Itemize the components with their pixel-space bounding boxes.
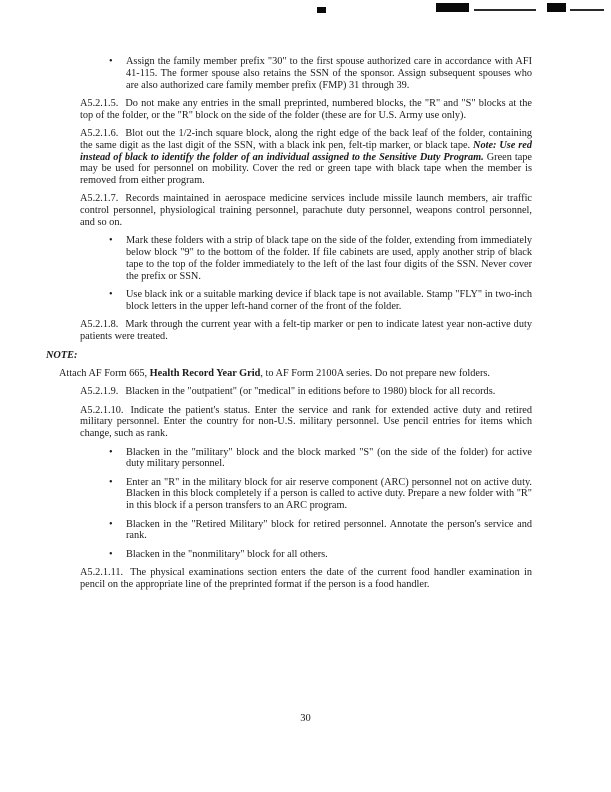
paragraph-text: Indicate the patient's status. Enter the service and rank for extended active duty and retired military personnel. Enter the country for non-U.S. military personnel. Use pencil entries for items which change, such as rank. — [80, 404, 532, 440]
bullet-icon: • — [109, 476, 113, 488]
bullet-item — [109, 549, 532, 561]
scan-artifact-mark — [436, 3, 469, 12]
bullet-icon: • — [109, 518, 113, 530]
note-body — [59, 368, 532, 380]
paragraph-number: A5.2.1.5. — [80, 97, 119, 109]
bullet-text: Mark these folders with a strip of black tape on the side of the folder, extending from immediately below block "9" to the bottom of the folder. If file cabinets are used, apply another strip of black tape to the top of the folder immediately to the left of the last four digits of the SSN. Never cover the prefix or SSN. — [126, 235, 532, 282]
scan-artifact-line — [570, 9, 604, 11]
bullet-text: Enter an "R" in the military block for air reserve component (ARC) personnel not on active duty. Blacken in this block completely if a person is called to active duty. Prepare a new folder with "R" in this block if a person transfers to an ARC program. — [126, 476, 532, 512]
bullet-icon: • — [109, 235, 113, 247]
bullet-icon: • — [109, 548, 113, 560]
paragraph-text: Blacken in the "outpatient" (or "medical" in editions before to 1980) block for all records. — [125, 386, 496, 398]
bullet-item — [109, 477, 532, 512]
numbered-paragraph — [80, 405, 532, 440]
bullet-icon: • — [109, 446, 113, 458]
bullet-text: Blacken in the "military" block and the block marked "S" (on the side of the folder) for active duty military personnel. — [126, 446, 532, 470]
numbered-paragraph — [80, 193, 532, 228]
bullet-text: Use black ink or a suitable marking device if black tape is not available. Stamp "FLY" in two-inch block letters in the upper left-hand corner of the front of the folder. — [126, 289, 532, 312]
bullet-item — [109, 289, 532, 313]
numbered-paragraph — [80, 567, 532, 591]
paragraph-number: A5.2.1.8. — [80, 319, 119, 331]
paragraph-text: Records maintained in aerospace medicine services include missile launch members, air traffic control personnel, physiological training personnel, parachute duty personnel, weapons control personnel, and so on. — [80, 193, 532, 229]
bullet-text: Assign the family member prefix "30" to the first spouse authorized care in accordance with AFI 41-115. The former spouse also retains the SSN of the sponsor. Assign subsequent spouses who are also authorized care family member prefix (FMP) 31 through 39. — [126, 56, 532, 91]
paragraph-text: The physical examinations section enters the date of the current food handler examination in pencil on the appropriate line of the preprinted format if the person is a food handler. — [80, 566, 532, 590]
page-body — [46, 56, 533, 597]
paragraph-note-emphasis: Note: Use red instead of black to identify the folder of an individual assigned to the Sensitive Duty Program. — [80, 139, 532, 163]
note-heading: NOTE: — [46, 349, 78, 361]
scan-artifact-line — [474, 9, 536, 11]
paragraph-number: A5.2.1.9. — [80, 386, 119, 398]
numbered-paragraph — [80, 319, 532, 343]
paragraph-text: Do not make any entries in the small preprinted, numbered blocks, the "R" and "S" blocks at the top of the folder, or the "R" block on the side of the folder (these are for U.S. Army use only). — [80, 97, 532, 121]
paragraph-number: A5.2.1.10. — [80, 404, 124, 416]
bullet-item — [109, 235, 532, 282]
scan-artifact-mark — [547, 3, 566, 12]
numbered-paragraph — [80, 386, 532, 398]
scan-artifact-mark — [317, 7, 326, 13]
paragraph-number: A5.2.1.6. — [80, 127, 119, 139]
numbered-paragraph — [80, 128, 532, 187]
note-text: , to AF Form 2100A series. Do not prepare new folders. — [260, 368, 490, 380]
bullet-text: Blacken in the "Retired Military" block for retired personnel. Annotate the person's service and rank. — [126, 518, 532, 542]
paragraph-text: Mark through the current year with a felt-tip marker or pen to indicate latest year non-active duty patients were treated. — [80, 319, 532, 342]
bullet-item — [109, 56, 532, 91]
paragraph-text: Blot out the 1/2-inch square block, along the right edge of the back leaf of the folder, containing the same digit as the last digit of the SSN, with a black ink pen, felt-tip marker, or black tape. — [80, 127, 532, 151]
paragraph-number: A5.2.1.7. — [80, 193, 119, 205]
bullet-icon: • — [109, 56, 113, 67]
paragraph-number: A5.2.1.11. — [80, 566, 124, 578]
page-number: 30 — [300, 713, 311, 724]
paragraph-text: Green tape may be used for personnel on mobility. Cover the red or green tape with black tape when the member is removed from either program. — [80, 151, 533, 187]
bullet-icon: • — [109, 289, 113, 301]
bullet-text: Blacken in the "nonmilitary" block for all others. — [126, 548, 328, 560]
form-title-emphasis: Health Record Year Grid — [149, 368, 261, 380]
bullet-item — [109, 519, 532, 543]
numbered-paragraph — [80, 98, 532, 122]
note-text: Attach AF Form 665, — [59, 368, 150, 380]
bullet-item — [109, 447, 532, 471]
